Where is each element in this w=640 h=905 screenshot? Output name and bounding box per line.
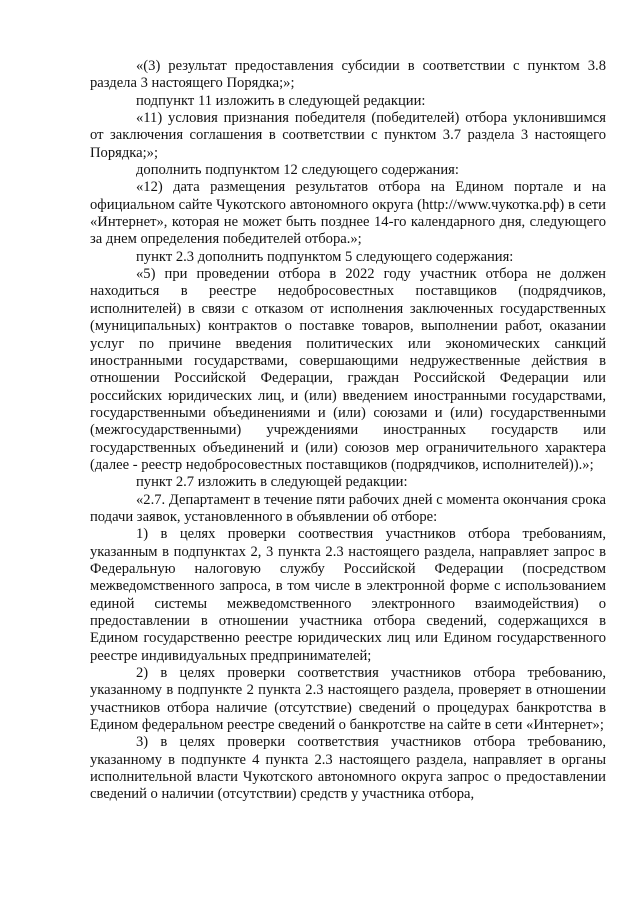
paragraph-item-2-3-intro: пункт 2.3 дополнить подпунктом 5 следующего содержания: bbox=[136, 248, 514, 265]
paragraph-subitem-12: «12) дата размещения результатов отбора на Едином портале и на официальном сайте Чукотского автономного округа (http://www.чукотка.рф) в сети «Интернет», которая не может быть позднее 14-го календарного дня, следующего за днем определения победителей отбора.»; bbox=[90, 179, 606, 248]
paragraph-result-subsidy: «(3) результат предоставления субсидии в соответствии с пунктом 3.8 раздела 3 настоящего Порядка;»; bbox=[90, 58, 606, 92]
paragraph-subitem-5: «5) при проведении отбора в 2022 году участник отбора не должен находиться в реестре недобросовестных поставщиков (подрядчиков, исполнителей) в связи с отказом от исполнения заключенных государственных (муниципальных) контрактов о поставке товаров, выполнении работ, оказании услуг по причине введения политических или экономических санкций иностранными государствами, совершающими недружественные действия в отношении Российской Федерации, граждан Российской Федерации или российских юридических лиц, и (или) введением иностранными государствами, государственными объединениями и (или) союзами и (или) государственными (межгосударственными) учреждениями иностранных государств или государственных объединений и (или) союзов мер ограничительного характера (далее - реестр недобросовестных поставщиков (подрядчиков, исполнителей)).»; bbox=[90, 266, 606, 473]
paragraph-subitem-11: «11) условия признания победителя (победителей) отбора уклонившимся от заключения соглашения в соответствии с пунктом 3.7 раздела 3 настоящего Порядка;»; bbox=[90, 110, 606, 161]
paragraph-subitem-12-intro: дополнить подпунктом 12 следующего содержания: bbox=[136, 162, 459, 179]
paragraph-check-2: 2) в целях проверки соответствия участников отбора требованию, указанному в подпункте 2 пункта 2.3 настоящего раздела, проверяет в отношении участников отбора наличие (отсутствие) сведений о процедурах банкротства в Едином федеральном реестре сведений о банкротстве на сайте в сети «Интернет»; bbox=[90, 665, 606, 734]
paragraph-item-2-7: «2.7. Департамент в течение пяти рабочих дней с момента окончания срока подачи заявок, установленного в объявлении об отборе: bbox=[90, 491, 606, 525]
document-page bbox=[90, 58, 606, 804]
paragraph-check-1: 1) в целях проверки соотвествия участников отбора требованиям, указанным в подпунктах 2, 3 пункта 2.3 настоящего раздела, направляет запрос в Федеральную налоговую службу Российской Федерации (посредством межведомственного запроса, в том числе в электронной форме с использованием единой системы межведомственного электронного взаимодействия) о предоставлении в отношении участника отбора сведений, содержащихся в Едином государственно реестре юридических лиц или Едином государственного реестре индивидуальных предпринимателей; bbox=[90, 526, 606, 664]
paragraph-check-3: 3) в целях проверки соответствия участников отбора требованию, указанному в подпункте 4 пункта 2.3 настоящего раздела, направляет в органы исполнительной власти Чукотского автономного округа запрос о предоставлении сведений о наличии (отсутствии) средств у участника отбора, bbox=[90, 734, 606, 803]
paragraph-item-2-7-intro: пункт 2.7 изложить в следующей редакции: bbox=[136, 474, 408, 491]
paragraph-subitem-11-intro: подпункт 11 изложить в следующей редакции: bbox=[136, 92, 426, 109]
